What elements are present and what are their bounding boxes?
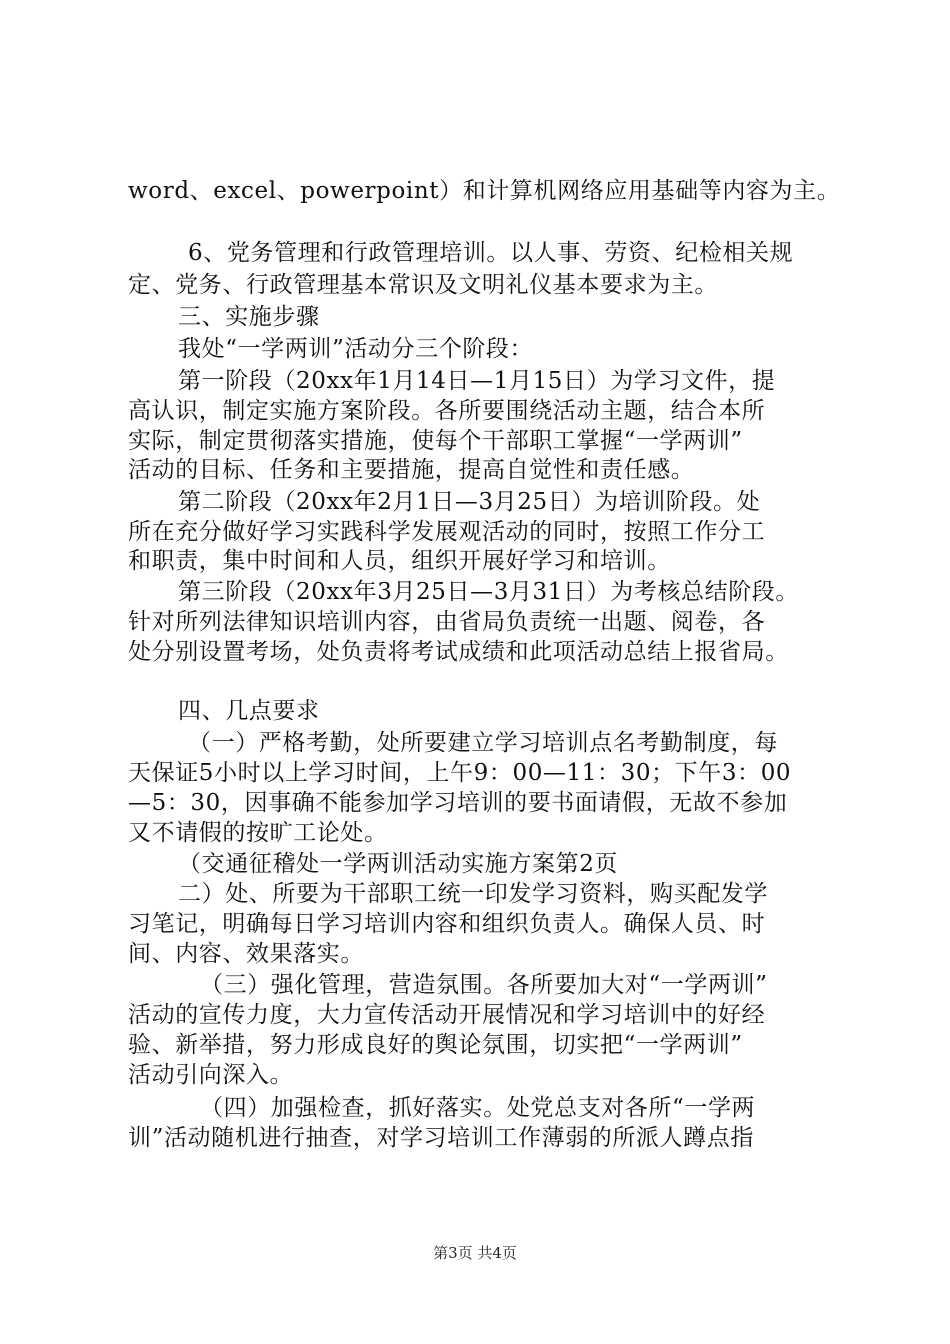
section-heading: 四、几点要求	[178, 698, 320, 724]
text-line: （四）加强检查，抓好落实。处党总支对各所“一学两	[200, 1095, 756, 1121]
text-line: 和职责，集中时间和人员，组织开展好学习和培训。	[128, 548, 671, 574]
text-line: 高认识，制定实施方案阶段。各所要围绕活动主题，结合本所	[128, 398, 766, 424]
text-line: 间、内容、效果落实。	[128, 941, 364, 967]
text-line: 第一阶段（20xx年1月14日—1月15日）为学习文件，提	[178, 368, 776, 394]
text-line: （三）强化管理，营造氛围。各所要加大对“一学两训”	[200, 972, 768, 998]
text-line: 验、新举措，努力形成良好的舆论氛围，切实把“一学两训”	[128, 1032, 743, 1058]
text-line: 活动的目标、任务和主要措施，提高自觉性和责任感。	[128, 457, 695, 483]
text-line: word、excel、powerpoint）和计算机网络应用基础等内容为主。	[128, 178, 841, 204]
text-line: 二）处、所要为干部职工统一印发学习资料，购买配发学	[178, 881, 768, 907]
text-line: （一）严格考勤，处所要建立学习培训点名考勤制度，每	[188, 730, 778, 756]
text-line: 定、党务、行政管理基本常识及文明礼仪基本要求为主。	[128, 272, 718, 298]
text-line: 第三阶段（20xx年3月25日—3月31日）为考核总结阶段。	[178, 579, 800, 605]
text-line: 处分别设置考场，处负责将考试成绩和此项活动总结上报省局。	[128, 639, 789, 665]
page-number-footer: 第3页 共4页	[433, 1244, 517, 1262]
text-line: 实际，制定贯彻落实措施，使每个干部职工掌握“一学两训”	[128, 428, 743, 454]
section-heading: 三、实施步骤	[178, 304, 320, 330]
text-line: 针对所列法律知识培训内容，由省局负责统一出题、阅卷，各	[128, 609, 766, 635]
text-line: 活动引向深入。	[128, 1062, 294, 1088]
text-line: 天保证5小时以上学习时间，上午9：00—11：30；下午3：00	[128, 760, 792, 786]
text-line: （交通征稽处一学两训活动实施方案第2页	[178, 851, 619, 877]
text-line: 我处“一学两训”活动分三个阶段：	[178, 336, 534, 362]
text-line: 训”活动随机进行抽查，对学习培训工作薄弱的所派人蹲点指	[128, 1125, 754, 1151]
text-line: 6、党务管理和行政管理培训。以人事、劳资、纪检相关规	[188, 240, 794, 266]
text-line: 第二阶段（20xx年2月1日—3月25日）为培训阶段。处	[178, 489, 761, 515]
text-line: 又不请假的按旷工论处。	[128, 820, 388, 846]
text-line: —5：30，因事确不能参加学习培训的要书面请假，无故不参加	[128, 790, 788, 816]
text-line: 所在充分做好学习实践科学发展观活动的同时，按照工作分工	[128, 519, 766, 545]
text-line: 习笔记，明确每日学习培训内容和组织负责人。确保人员、时	[128, 911, 766, 937]
text-line: 活动的宣传力度，大力宣传活动开展情况和学习培训中的好经	[128, 1002, 766, 1028]
